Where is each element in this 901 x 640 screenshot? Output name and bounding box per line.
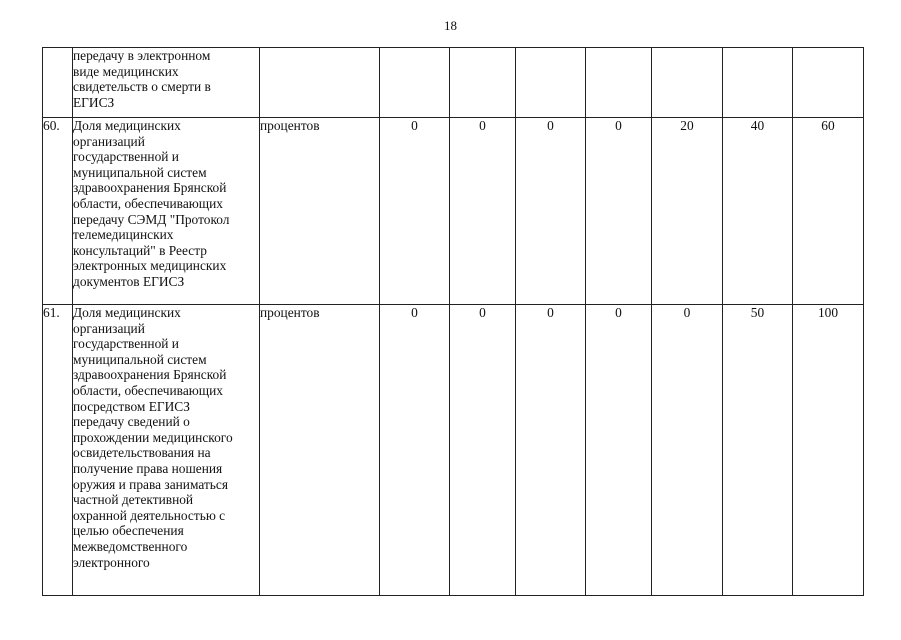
value-cell: 50	[723, 305, 793, 596]
value-cell: 0	[516, 305, 586, 596]
value-cell	[450, 48, 516, 118]
value-cell	[516, 48, 586, 118]
indicators-table	[42, 47, 864, 596]
indicator-name	[73, 48, 260, 118]
value-cell: 0	[586, 305, 652, 596]
indicator-name-line: области, обеспечивающих	[73, 382, 223, 398]
unit-cell: процентов	[260, 118, 380, 305]
page-number: 18	[444, 18, 457, 33]
indicator-name-line: муниципальной систем	[73, 351, 207, 367]
indicator-name-line: посредством ЕГИСЗ	[73, 398, 190, 414]
indicator-name-line: здравоохранения Брянской	[73, 180, 227, 196]
value-cell	[586, 48, 652, 118]
unit-cell: процентов	[260, 305, 380, 596]
indicator-name-line: получение права ношения	[73, 460, 223, 476]
indicator-name-line: целью обеспечения	[73, 523, 184, 539]
indicator-name-line: оружия и права заниматься	[73, 476, 229, 492]
table-row	[43, 48, 864, 118]
unit-cell	[260, 48, 380, 118]
indicator-name-line: ЕГИСЗ	[73, 94, 115, 110]
value-cell	[652, 48, 723, 118]
value-cell	[723, 48, 793, 118]
indicator-name	[73, 305, 260, 596]
indicator-name-line: передачу СЭМД "Протокол	[73, 211, 230, 227]
value-cell: 0	[380, 118, 450, 305]
value-cell: 0	[380, 305, 450, 596]
table-row	[43, 305, 864, 596]
indicator-name-line: здравоохранения Брянской	[73, 367, 227, 383]
value-cell: 0	[450, 118, 516, 305]
indicator-name-line: Доля медицинских	[73, 118, 181, 133]
indicator-name-line: муниципальной систем	[73, 164, 207, 180]
indicator-name-line: виде медицинских	[73, 63, 179, 79]
indicator-name-line: государственной и	[73, 149, 179, 165]
indicator-name-line: государственной и	[73, 336, 179, 352]
indicator-name-line: передачу в электронном	[73, 48, 211, 63]
value-cell: 100	[793, 305, 864, 596]
value-cell: 60	[793, 118, 864, 305]
value-cell	[380, 48, 450, 118]
indicator-name-line: организаций	[73, 133, 145, 149]
row-number	[43, 48, 73, 118]
indicator-name-line: организаций	[73, 320, 145, 336]
indicator-name-line: освидетельствования на	[73, 445, 211, 461]
value-cell: 20	[652, 118, 723, 305]
indicator-name-line: передачу сведений о	[73, 414, 190, 430]
value-cell: 0	[586, 118, 652, 305]
indicator-name	[73, 118, 260, 305]
row-number: 60.	[43, 118, 73, 305]
indicator-name-line: электронного	[73, 554, 150, 570]
value-cell: 40	[723, 118, 793, 305]
indicator-name-line: межведомственного	[73, 538, 188, 554]
indicator-name-line: электронных медицинских	[73, 258, 227, 274]
indicator-name-line: свидетельств о смерти в	[73, 79, 211, 95]
indicator-name-line: области, обеспечивающих	[73, 195, 223, 211]
value-cell: 0	[516, 118, 586, 305]
indicator-name-line: Доля медицинских	[73, 305, 181, 320]
indicator-name-line: консультаций" в Реестр	[73, 242, 207, 258]
indicator-name-line: телемедицинских	[73, 227, 174, 243]
row-number: 61.	[43, 305, 73, 596]
value-cell: 0	[450, 305, 516, 596]
indicator-name-line: охранной деятельностью с	[73, 507, 226, 523]
value-cell: 0	[652, 305, 723, 596]
indicator-name-line: прохождении медицинского	[73, 429, 233, 445]
indicator-name-line: документов ЕГИСЗ	[73, 273, 185, 289]
value-cell	[793, 48, 864, 118]
table-row	[43, 118, 864, 305]
indicator-name-line: частной детективной	[73, 492, 194, 508]
